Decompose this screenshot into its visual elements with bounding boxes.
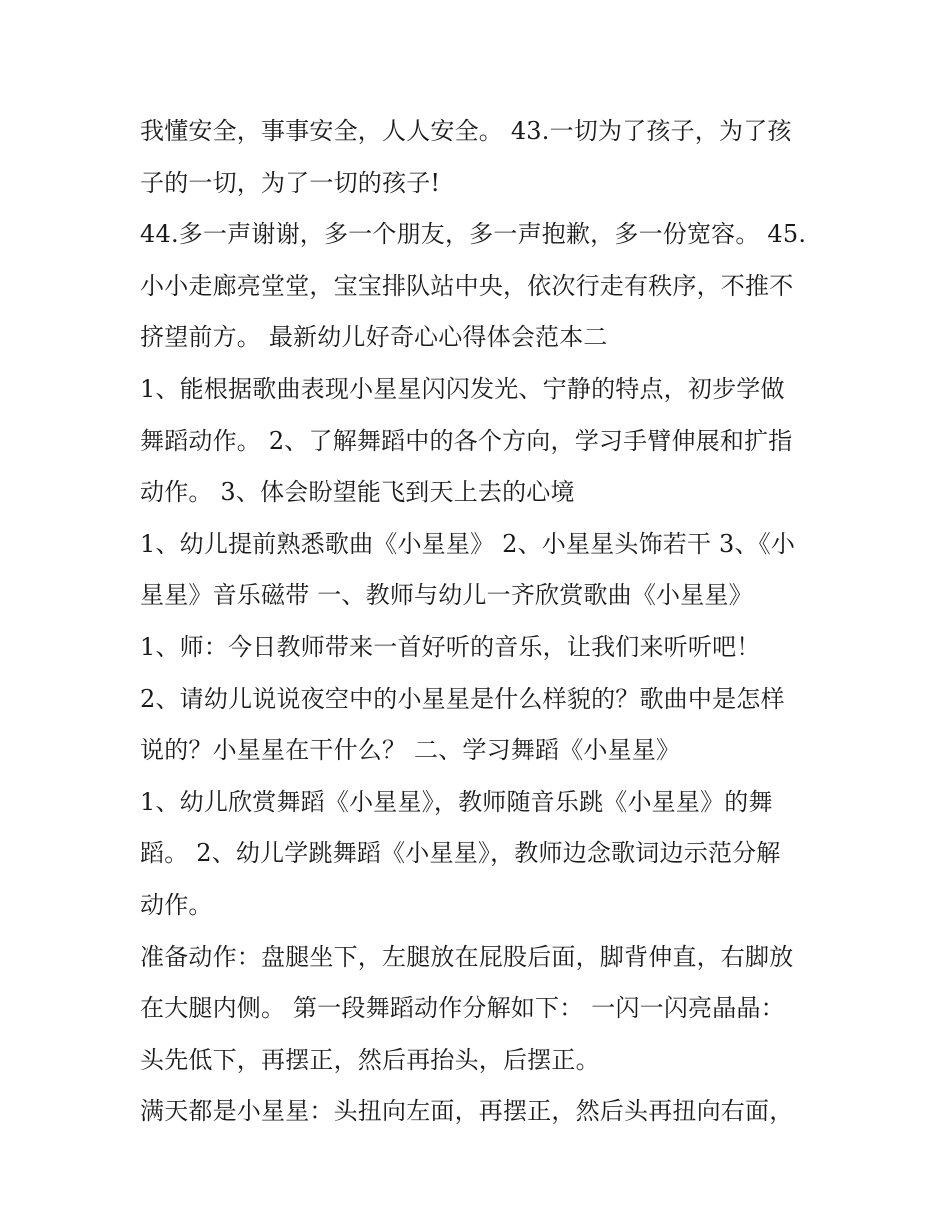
text-line: 我懂安全，事事安全，人人安全。 43.一切为了孩子，为了孩 [140,117,792,145]
text-line: 2、请幼儿说说夜空中的小星星是什么样貌的？歌曲中是怎样 [140,684,785,713]
text-line: 1、幼儿欣赏舞蹈《小星星》，教师随音乐跳《小星星》的舞 [140,787,773,816]
text-line: 1、幼儿提前熟悉歌曲《小星星》 2、小星星头饰若干 3、《小 [140,529,796,558]
text-line: 子的一切，为了一切的孩子! [140,168,441,197]
document-body [140,106,830,1138]
text-line: 在大腿内侧。 第一段舞蹈动作分解如下： 一闪一闪亮晶晶： [140,994,785,1023]
text-line: 舞蹈动作。 2、了解舞蹈中的各个方向，学习手臂伸展和扩指 [140,426,793,455]
text-line: 44.多一声谢谢，多一个朋友，多一声抱歉，多一份宽容。 45. [140,220,807,249]
text-line: 满天都是小星星：头扭向左面，再摆正，然后头再扭向右面， [140,1097,794,1126]
text-line: 1、师：今日教师带来一首好听的音乐，让我们来听听吧！ [140,632,761,661]
text-line: 小小走廊亮堂堂，宝宝排队站中央，依次行走有秩序，不推不 [140,271,794,300]
text-line: 动作。 [140,890,213,919]
text-line: 1、能根据歌曲表现小星星闪闪发光、宁静的特点，初步学做 [140,374,785,403]
text-line: 挤望前方。 最新幼儿好奇心心得体会范本二 [140,323,608,352]
text-line: 头先低下，再摆正，然后再抬头，后摆正。 [140,1045,600,1074]
text-line: 星星》音乐磁带 一、教师与幼儿一齐欣赏歌曲《小星星》 [140,581,753,610]
text-line: 蹈。 2、幼儿学跳舞蹈《小星星》，教师边念歌词边示范分解 [140,839,781,868]
text-line: 准备动作：盘腿坐下，左腿放在屁股后面，脚背伸直，右脚放 [140,942,794,971]
text-line: 动作。 3、体会盼望能飞到天上去的心境 [140,478,575,507]
text-line: 说的？小星星在干什么？ 二、学习舞蹈《小星星》 [140,736,681,765]
